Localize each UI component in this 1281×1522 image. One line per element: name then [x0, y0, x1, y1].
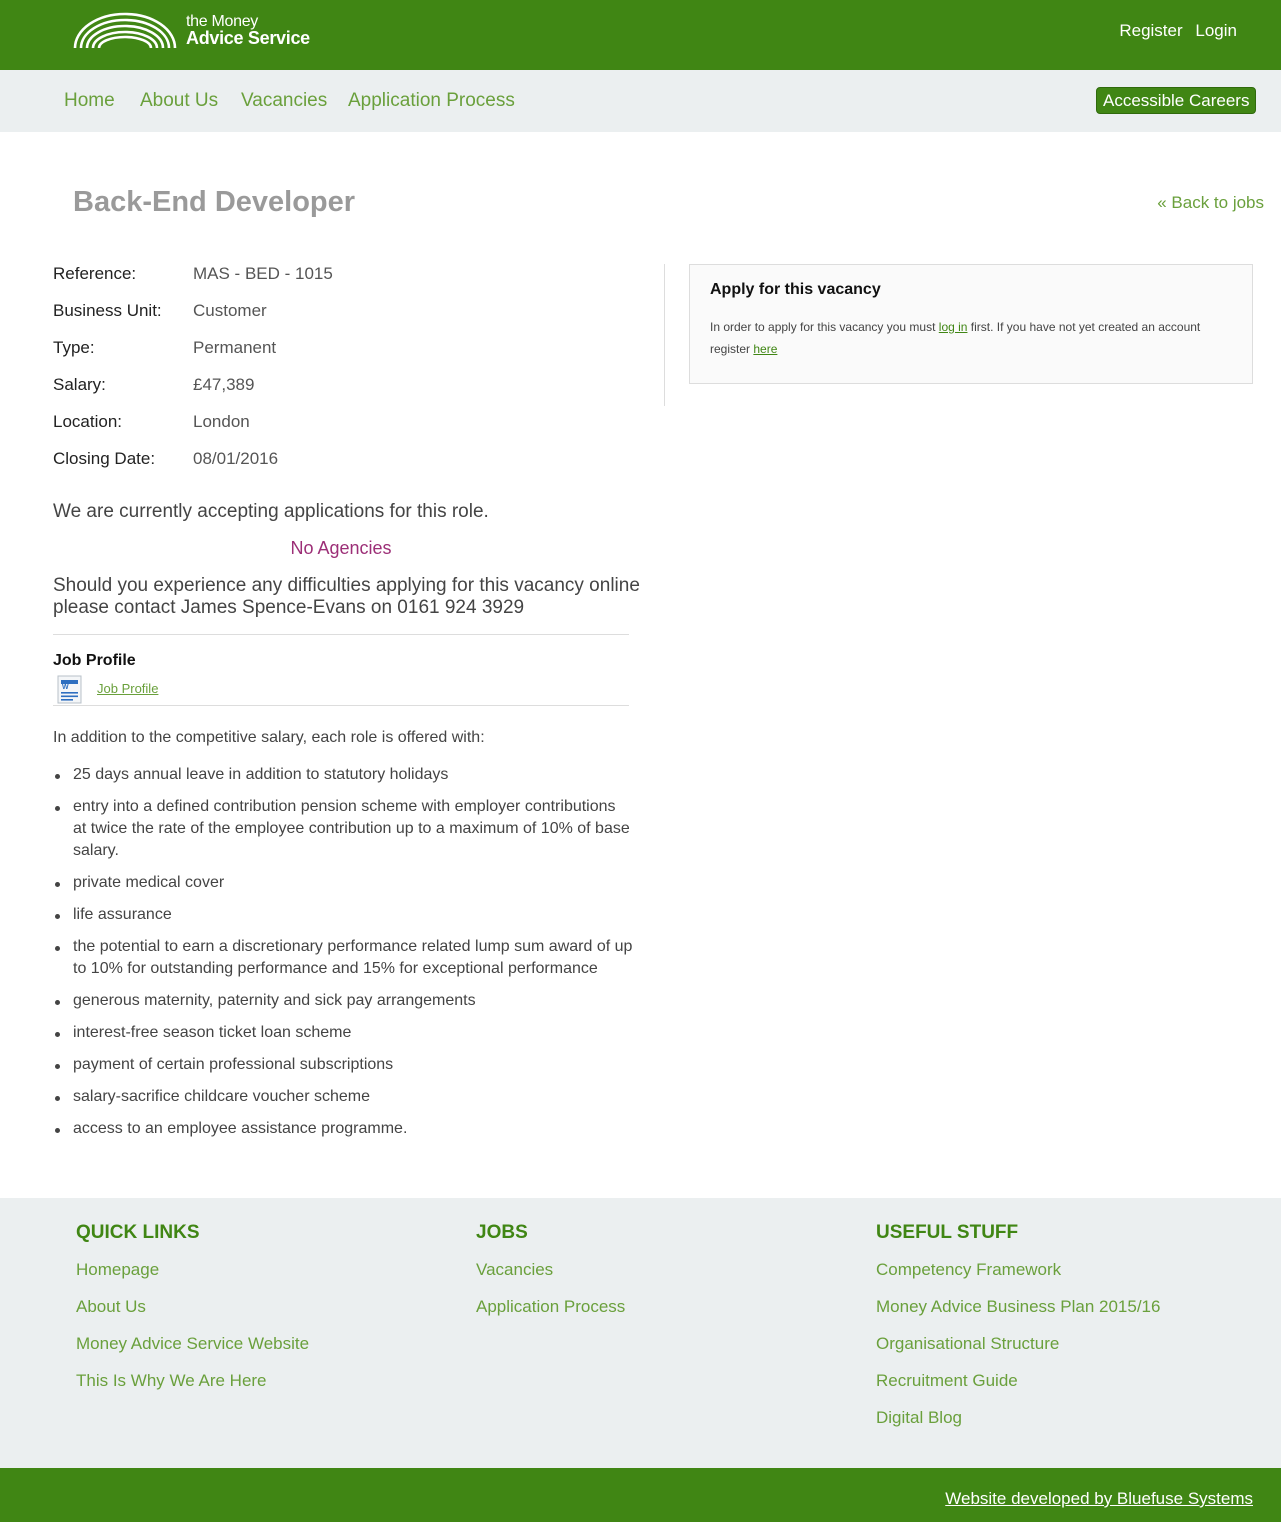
benefit-item: generous maternity, paternity and sick pay arrangements: [53, 990, 633, 1012]
apply-instructions: [710, 316, 1240, 360]
logo-line1: the Money: [186, 13, 259, 30]
nav-home[interactable]: Home: [64, 90, 115, 111]
detail-label: Location:: [53, 412, 122, 431]
benefit-item: 25 days annual leave in addition to statutory holidays: [53, 764, 633, 786]
logo-link[interactable]: [72, 10, 310, 50]
footer-link-organisational-structure[interactable]: Organisational Structure: [876, 1334, 1060, 1353]
detail-value: London: [193, 412, 250, 431]
register-here-link[interactable]: here: [753, 342, 778, 356]
svg-text:W: W: [62, 684, 69, 691]
footer-link-business-plan[interactable]: Money Advice Business Plan 2015/16: [876, 1297, 1161, 1316]
page-title: Back-End Developer: [73, 186, 356, 218]
apply-text-1: In order to apply for this vacancy you must: [710, 320, 939, 334]
benefit-item: access to an employee assistance programme.: [53, 1118, 633, 1140]
detail-row-reference: [53, 264, 633, 301]
word-document-icon: [57, 675, 82, 704]
detail-row-closing-date: [53, 449, 633, 486]
apply-title: Apply for this vacancy: [710, 281, 881, 298]
benefit-item: life assurance: [53, 904, 633, 926]
column-divider: [664, 264, 665, 406]
benefits-intro: In addition to the competitive salary, each role is offered with:: [53, 729, 485, 746]
detail-value: £47,389: [193, 375, 255, 394]
benefit-item: interest-free season ticket loan scheme: [53, 1022, 633, 1044]
detail-row-business-unit: [53, 301, 633, 338]
detail-label: Type:: [53, 338, 95, 357]
benefit-item: private medical cover: [53, 872, 633, 894]
logo-line2: Advice Service: [186, 28, 310, 48]
benefits-list: [53, 764, 633, 1150]
nav-vacancies[interactable]: Vacancies: [241, 90, 328, 111]
detail-label: Closing Date:: [53, 449, 156, 468]
detail-value: MAS - BED - 1015: [193, 264, 333, 283]
footer-useful-stuff: [876, 1222, 1160, 1444]
account-links: [1111, 21, 1237, 41]
nav-about-us[interactable]: About Us: [140, 90, 219, 111]
job-details: [53, 264, 633, 486]
benefit-item: payment of certain professional subscriptions: [53, 1054, 633, 1076]
accepting-applications-text: We are currently accepting applications for this role.: [53, 501, 489, 522]
benefit-item: the potential to earn a discretionary performance related lump sum award of up to 10% for outstanding performance and 15% for exceptional performance: [53, 936, 633, 980]
benefit-item: salary-sacrifice childcare voucher scheme: [53, 1086, 633, 1108]
footer-heading: JOBS: [476, 1222, 528, 1243]
footer-link-mas-website[interactable]: Money Advice Service Website: [76, 1334, 310, 1353]
accessible-careers-button[interactable]: Accessible Careers: [1096, 87, 1256, 114]
no-agencies-notice: No Agencies: [290, 538, 392, 558]
detail-value: 08/01/2016: [193, 449, 279, 468]
login-link[interactable]: Login: [1195, 21, 1237, 40]
apply-panel: [689, 264, 1253, 384]
site-header: [0, 0, 1281, 70]
benefit-item: entry into a defined contribution pension scheme with employer contributions at twice the rate of the employee contribution up to a maximum of 10% of base salary.: [53, 796, 633, 862]
detail-value: Permanent: [193, 338, 277, 357]
footer-link-about-us[interactable]: About Us: [76, 1297, 146, 1316]
footer-link-vacancies[interactable]: Vacancies: [476, 1260, 554, 1279]
contact-text: Should you experience any difficulties applying for this vacancy online please contact James Spence-Evans on 0161 924 3929: [53, 575, 640, 618]
developer-credit-link[interactable]: Website developed by Bluefuse Systems: [945, 1489, 1253, 1508]
back-to-jobs-link[interactable]: « Back to jobs: [1157, 193, 1264, 212]
log-in-link[interactable]: log in: [938, 320, 968, 334]
register-link[interactable]: Register: [1119, 21, 1183, 40]
footer-link-application-process[interactable]: Application Process: [476, 1297, 626, 1316]
footer-link-homepage[interactable]: Homepage: [76, 1260, 160, 1279]
footer-link-why-we-are-here[interactable]: This Is Why We Are Here: [76, 1371, 267, 1390]
divider: [53, 705, 629, 706]
footer-link-digital-blog[interactable]: Digital Blog: [876, 1408, 962, 1427]
footer-quick-links: [76, 1222, 309, 1407]
detail-label: Salary:: [53, 375, 106, 394]
detail-row-salary: [53, 375, 633, 412]
divider: [53, 634, 629, 635]
detail-row-location: [53, 412, 633, 449]
detail-row-type: [53, 338, 633, 375]
site-footer: [0, 1198, 1281, 1468]
bottom-bar: [0, 1468, 1281, 1522]
detail-value: Customer: [193, 301, 267, 320]
detail-label: Business Unit:: [53, 301, 162, 320]
footer-jobs: [476, 1222, 625, 1333]
apply-text-2: first. If you have not yet created an account register: [710, 320, 1201, 356]
job-profile-link[interactable]: Job Profile: [97, 681, 159, 696]
footer-link-competency-framework[interactable]: Competency Framework: [876, 1260, 1062, 1279]
main-nav: [0, 70, 1281, 132]
nav-application-process[interactable]: Application Process: [348, 90, 515, 111]
detail-label: Reference:: [53, 264, 137, 283]
logo-text: [186, 14, 310, 46]
rainbow-logo-icon: [72, 10, 178, 50]
footer-heading: USEFUL STUFF: [876, 1222, 1019, 1243]
footer-link-recruitment-guide[interactable]: Recruitment Guide: [876, 1371, 1018, 1390]
job-profile-heading: Job Profile: [53, 652, 136, 669]
footer-heading: QUICK LINKS: [76, 1222, 200, 1243]
